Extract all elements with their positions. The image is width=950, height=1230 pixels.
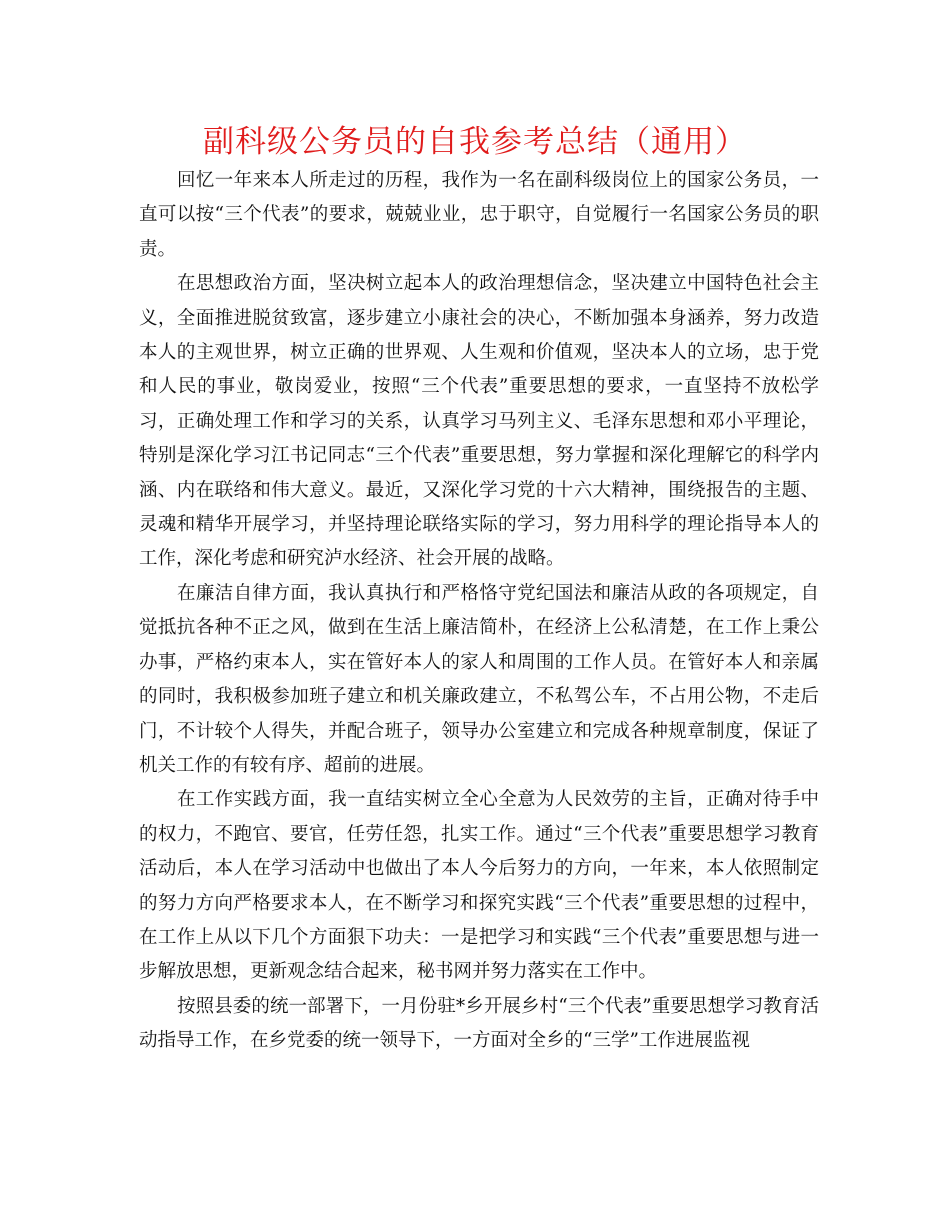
paragraph-integrity: 在廉洁自律方面，我认真执行和严格恪守党纪国法和廉洁从政的各项规定，自觉抵抗各种不正之风，做到在生活上廉洁简朴，在经济上公私清楚，在工作上秉公办事，严格约束本人，实在管好本人的家人和周围的工作人员。在管好本人和亲属的同时，我积极参加班子建立和机关廉政建立，不私驾公车，不占用公物，不走后门，不计较个人得失，并配合班子，领导办公室建立和完成各种规章制度，保证了机关工作的有较有序、超前的进展。	[139, 582, 819, 776]
paragraph-county-deployment: 按照县委的统一部署下，一月份驻*乡开展乡村“三个代表”重要思想学习教育活动指导工作，在乡党委的统一领导下，一方面对全乡的“三学”工作进展监视	[139, 995, 819, 1052]
paragraph-political-thought: 在思想政治方面，坚决树立起本人的政治理想信念，坚决建立中国特色社会主义，全面推进脱贫致富，逐步建立小康社会的决心，不断加强本身涵养，努力改造本人的主观世界，树立正确的世界观、人生观和价值观，坚决本人的立场，忠于党和人民的事业，敬岗爱业，按照“三个代表”重要思想的要求，一直坚持不放松学习，正确处理工作和学习的关系，认真学习马列主义、毛泽东思想和邓小平理论，特别是深化学习江书记同志“三个代表”重要思想，努力掌握和深化理解它的科学内涵、内在联络和伟大意义。最近，又深化学习党的十六大精神，围绕报告的主题、灵魂和精华开展学习，并坚持理论联络实际的学习，努力用科学的理论指导本人的工作，深化考虑和研究泸水经济、社会开展的战略。	[139, 273, 819, 570]
document-body	[139, 164, 819, 1059]
paragraph-work-practice: 在工作实践方面，我一直结实树立全心全意为人民效劳的主旨，正确对待手中的权力，不跑官、要官，任劳任怨，扎实工作。通过“三个代表”重要思想学习教育活动后，本人在学习活动中也做出了本人今后努力的方向，一年来，本人依照制定的努力方向严格要求本人，在不断学习和探究实践“三个代表”重要思想的过程中，在工作上从以下几个方面狠下功夫：一是把学习和实践“三个代表”重要思想与进一步解放思想，更新观念结合起来，秘书网并努力落实在工作中。	[139, 789, 819, 983]
document-title: 副科级公务员的自我参考总结（通用）	[203, 124, 747, 160]
paragraph-intro: 回忆一年来本人所走过的历程，我作为一名在副科级岗位上的国家公务员，一直可以按“三个代表”的要求，兢兢业业，忠于职守，自觉履行一名国家公务员的职责。	[139, 170, 819, 260]
